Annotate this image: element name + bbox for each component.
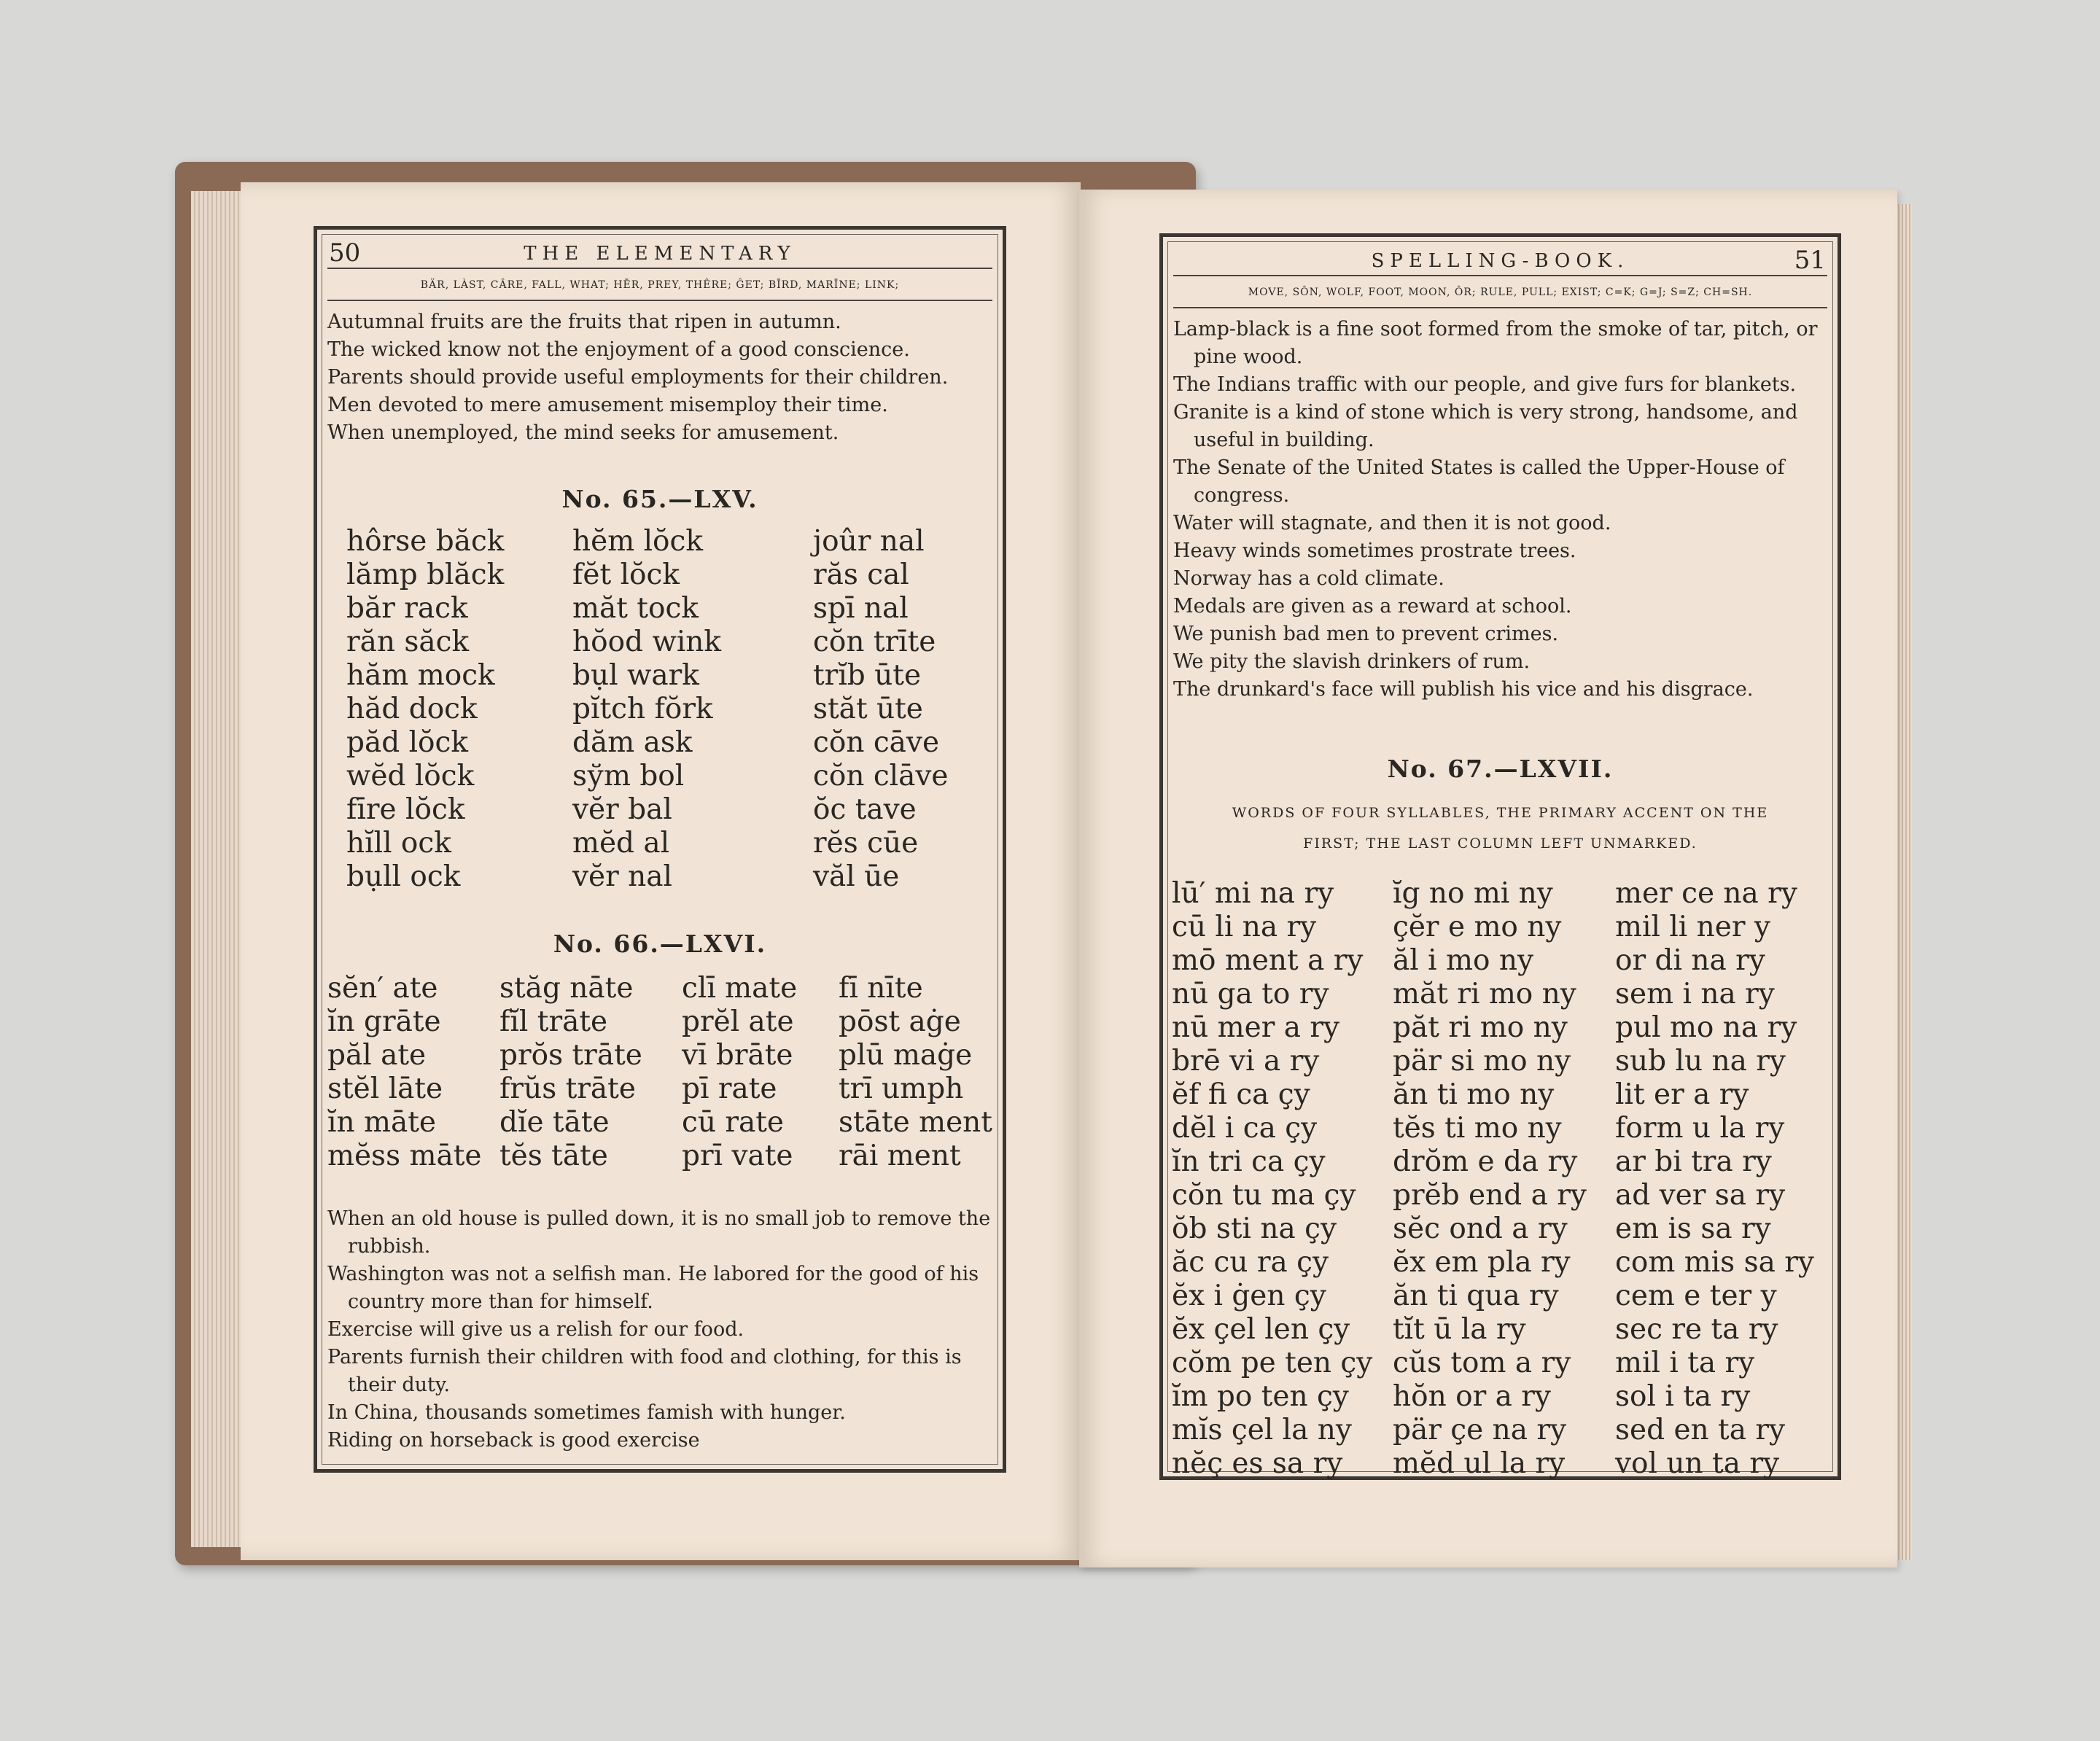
spelling-word: cŏm pe ten çy xyxy=(1172,1347,1373,1379)
spelling-word: fī nīte xyxy=(839,972,923,1005)
sentences-top xyxy=(1173,316,1830,704)
spelling-word: ĕx çel len çy xyxy=(1172,1313,1350,1346)
spelling-word: clī mate xyxy=(682,972,798,1005)
spelling-word: vī brāte xyxy=(682,1039,793,1072)
sentences-bottom xyxy=(327,1205,995,1454)
spelling-word: păt ri mo ny xyxy=(1393,1011,1568,1044)
sentence: Lamp-black is a fine soot formed from the smoke of tar, pitch, or pine wood. xyxy=(1173,318,1818,368)
sentence: Heavy winds sometimes prostrate trees. xyxy=(1173,540,1576,562)
spelling-word: vol un ta ry xyxy=(1615,1447,1780,1480)
spelling-word: prĕb end a ry xyxy=(1393,1179,1587,1212)
spelling-word: ŏb sti na çy xyxy=(1172,1212,1337,1245)
spelling-word: cŏn clāve xyxy=(813,760,949,792)
sentence: Granite is a kind of stone which is very strong, handsome, and useful in building. xyxy=(1173,401,1798,451)
spelling-word: ĕf fi ca çy xyxy=(1172,1078,1310,1111)
lesson-67-column-1 xyxy=(1172,877,1372,1481)
sentence: Water will stagnate, and then it is not good. xyxy=(1173,512,1611,534)
page-number: 51 xyxy=(1794,246,1826,275)
spelling-word: hăm mock xyxy=(346,659,495,692)
sentence: The Indians traffic with our people, and give furs for blankets. xyxy=(1173,373,1797,396)
spelling-word: sўm bol xyxy=(572,760,685,792)
sentence: The Senate of the United States is called the Upper-House of congress. xyxy=(1173,456,1785,507)
spelling-word: ĭn tri ca çy xyxy=(1172,1145,1326,1178)
spelling-word: ĭg no mi ny xyxy=(1393,877,1553,910)
spelling-word: spī nal xyxy=(813,592,909,625)
sentence: We pity the slavish drinkers of rum. xyxy=(1173,650,1531,673)
left-page-frame xyxy=(314,226,1006,1473)
spelling-word: cŏn trīte xyxy=(813,626,936,658)
lesson-65-column-2 xyxy=(572,525,721,894)
spelling-word: nū ga to ry xyxy=(1172,978,1329,1010)
lesson-65-title: No. 65.—LXV. xyxy=(561,485,758,513)
pronunciation-key: BÄR, LÀST, CÂRE, FALL, WHAT; HĒR, PREY, THÊRE; ĜET; BĪRD, MARĪNE; LINK; xyxy=(327,270,992,301)
sentence: In China, thousands sometimes famish with hunger. xyxy=(327,1401,846,1424)
page-number: 50 xyxy=(329,238,361,268)
sentence: Medals are given as a reward at school. xyxy=(1173,595,1572,618)
spelling-word: vĕr bal xyxy=(572,793,672,826)
spelling-word: dĭe tāte xyxy=(499,1106,610,1139)
spelling-word: păd lŏck xyxy=(346,726,469,759)
spelling-word: rĕs cūe xyxy=(813,827,919,860)
spelling-word: lū′ mi na ry xyxy=(1172,877,1334,910)
lesson-67-subtitle-2: FIRST; THE LAST COLUMN LEFT UNMARKED. xyxy=(1303,836,1698,852)
spelling-word: tĭt ū la ry xyxy=(1393,1313,1526,1346)
spelling-word: cŭs tom a ry xyxy=(1393,1347,1571,1379)
running-title: THE ELEMENTARY xyxy=(524,243,796,265)
right-page xyxy=(1079,190,1897,1567)
spelling-word: rāi ment xyxy=(839,1140,961,1172)
spelling-word: ăn ti qua ry xyxy=(1393,1280,1559,1312)
spelling-word: cŏn tu ma çy xyxy=(1172,1179,1356,1212)
spelling-word: ĕx i ġen çy xyxy=(1172,1280,1326,1312)
spelling-word: sol i ta ry xyxy=(1615,1380,1751,1413)
spelling-word: cū li na ry xyxy=(1172,911,1317,943)
lesson-66-title: No. 66.—LXVI. xyxy=(553,930,767,958)
sentences-top xyxy=(327,308,995,447)
spelling-word: prī vate xyxy=(682,1140,793,1172)
spelling-word: cŏn cāve xyxy=(813,726,940,759)
sentence: The wicked know not the enjoyment of a good conscience. xyxy=(327,338,910,361)
sentence: Parents furnish their children with food and clothing, for this is their duty. xyxy=(327,1346,962,1396)
spelling-word: sem i na ry xyxy=(1615,978,1775,1010)
spelling-word: mĭs çel la ny xyxy=(1172,1414,1352,1446)
spelling-word: pär çe na ry xyxy=(1393,1414,1567,1446)
spelling-word: tĕs ti mo ny xyxy=(1393,1112,1562,1145)
right-page-header xyxy=(1173,243,1827,276)
spelling-word: ăn ti mo ny xyxy=(1393,1078,1555,1111)
spelling-word: mil i ta ry xyxy=(1615,1347,1755,1379)
spelling-word: ĕx em pla ry xyxy=(1393,1246,1571,1279)
sentence: Autumnal fruits are the fruits that ripen in autumn. xyxy=(327,311,841,333)
lesson-67-subtitle-1: WORDS OF FOUR SYLLABLES, THE PRIMARY ACCENT ON THE xyxy=(1232,805,1769,821)
spelling-word: păl ate xyxy=(327,1039,427,1072)
spelling-word: em is sa ry xyxy=(1615,1212,1771,1245)
spelling-word: drŏm e da ry xyxy=(1393,1145,1578,1178)
left-page-header xyxy=(327,235,992,269)
sentence: When an old house is pulled down, it is no small job to remove the rubbish. xyxy=(327,1207,991,1258)
spelling-word: ĭm po ten çy xyxy=(1172,1380,1349,1413)
spelling-word: răs cal xyxy=(813,558,909,591)
spelling-word: hăd dock xyxy=(346,693,478,725)
spelling-word: sed en ta ry xyxy=(1615,1414,1786,1446)
spelling-word: mer ce na ry xyxy=(1615,877,1797,910)
spelling-word: pōst aġe xyxy=(839,1005,961,1038)
lesson-66-column-2 xyxy=(499,972,642,1173)
page-edges-right xyxy=(1896,204,1912,1560)
sentence: Exercise will give us a relish for our food. xyxy=(327,1318,744,1341)
spelling-word: fĭl trāte xyxy=(499,1005,608,1038)
lesson-66-column-1 xyxy=(327,972,481,1173)
spelling-word: bụll ock xyxy=(346,860,461,893)
spelling-word: wĕd lŏck xyxy=(346,760,475,792)
sentence: Norway has a cold climate. xyxy=(1173,567,1444,590)
pronunciation-key: MOVE, SÔN, WOLF, FOOT, MOON, ÔR; RULE, PULL; EXIST; C=K; G=J; S=Z; CH=SH. xyxy=(1173,278,1827,308)
lesson-66-column-4 xyxy=(839,972,992,1173)
spelling-word: stāte ment xyxy=(839,1106,992,1139)
spelling-word: nĕç es sa ry xyxy=(1172,1447,1343,1480)
spelling-word: văl ūe xyxy=(813,860,900,893)
spelling-word: sĕc ond a ry xyxy=(1393,1212,1568,1245)
spelling-word: stăt ūte xyxy=(813,693,923,725)
spelling-word: sec re ta ry xyxy=(1615,1313,1778,1346)
spelling-word: pul mo na ry xyxy=(1615,1011,1797,1044)
spelling-word: sub lu na ry xyxy=(1615,1045,1786,1078)
lesson-67-column-3 xyxy=(1615,877,1814,1481)
spelling-word: ar bi tra ry xyxy=(1615,1145,1772,1178)
spelling-word: vĕr nal xyxy=(572,860,672,893)
spelling-word: plū maġe xyxy=(839,1039,973,1072)
spelling-word: pī rate xyxy=(682,1072,777,1105)
spelling-word: ad ver sa ry xyxy=(1615,1179,1786,1212)
spelling-word: ĭn māte xyxy=(327,1106,436,1139)
spelling-word: dĕl i ca çy xyxy=(1172,1112,1318,1145)
sentence: When unemployed, the mind seeks for amusement. xyxy=(327,421,839,444)
spelling-word: sĕn′ ate xyxy=(327,972,438,1005)
spelling-word: mĕd al xyxy=(572,827,670,860)
spelling-word: pĭtch fŏrk xyxy=(572,693,713,725)
spelling-word: ăl i mo ny xyxy=(1393,944,1534,977)
spelling-word: băr rack xyxy=(346,592,468,625)
lesson-66-column-3 xyxy=(682,972,797,1173)
spelling-word: nū mer a ry xyxy=(1172,1011,1340,1044)
spelling-word: prŏs trāte xyxy=(499,1039,642,1072)
spelling-word: pär si mo ny xyxy=(1393,1045,1571,1078)
spelling-word: stăg nāte xyxy=(499,972,634,1005)
spelling-word: stĕl lāte xyxy=(327,1072,443,1105)
spelling-word: or di na ry xyxy=(1615,944,1765,977)
spelling-word: form u la ry xyxy=(1615,1112,1785,1145)
sentence: Washington was not a selfish man. He labored for the good of his country more than for himself. xyxy=(327,1263,979,1313)
spelling-word: fĕt lŏck xyxy=(572,558,680,591)
running-title: SPELLING-BOOK. xyxy=(1371,250,1630,272)
spelling-word: trī umph xyxy=(839,1072,964,1105)
sentence: Riding on horseback is good exercise xyxy=(327,1429,700,1452)
spelling-word: mĕss māte xyxy=(327,1140,482,1172)
spelling-word: com mis sa ry xyxy=(1615,1246,1814,1279)
spelling-word: brē vi a ry xyxy=(1172,1045,1320,1078)
spelling-word: prĕl ate xyxy=(682,1005,794,1038)
sentence: Parents should provide useful employments for their children. xyxy=(327,366,949,389)
spelling-word: çĕr e mo ny xyxy=(1393,911,1562,943)
spelling-word: hŏn or a ry xyxy=(1393,1380,1551,1413)
spelling-word: trĭb ūte xyxy=(813,659,922,692)
spelling-word: fīre lŏck xyxy=(346,793,465,826)
spelling-word: bụl wark xyxy=(572,659,699,692)
spelling-word: ŏc tave xyxy=(813,793,917,826)
spelling-word: ĭn grāte xyxy=(327,1005,441,1038)
spelling-word: frŭs trāte xyxy=(499,1072,636,1105)
spelling-word: cem e ter y xyxy=(1615,1280,1777,1312)
spelling-word: hŏod wink xyxy=(572,626,722,658)
lesson-67-title: No. 67.—LXVII. xyxy=(1387,755,1614,783)
lesson-65-column-1 xyxy=(346,525,504,894)
spelling-word: hĭll ock xyxy=(346,827,451,860)
spelling-word: mil li ner y xyxy=(1615,911,1770,943)
spelling-word: dăm ask xyxy=(572,726,693,759)
spelling-word: mĕd ul la ry xyxy=(1393,1447,1566,1480)
spelling-word: lămp blăck xyxy=(346,558,505,591)
lesson-65-column-3 xyxy=(813,525,949,894)
spelling-word: lit er a ry xyxy=(1615,1078,1749,1111)
sentence: Men devoted to mere amusement misemploy their time. xyxy=(327,394,888,416)
spelling-word: ăc cu ra çy xyxy=(1172,1246,1329,1279)
spelling-word: joûr nal xyxy=(813,525,925,558)
right-page-frame xyxy=(1159,233,1841,1480)
spelling-word: măt ri mo ny xyxy=(1393,978,1576,1010)
spelling-word: cū rate xyxy=(682,1106,785,1139)
spelling-word: mō ment a ry xyxy=(1172,944,1364,977)
sentence: The drunkard's face will publish his vice and his disgrace. xyxy=(1173,678,1754,701)
lesson-67-column-2 xyxy=(1393,877,1587,1481)
spelling-word: măt tock xyxy=(572,592,699,625)
spelling-word: răn săck xyxy=(346,626,470,658)
spelling-word: hĕm lŏck xyxy=(572,525,704,558)
spelling-word: tĕs tāte xyxy=(499,1140,608,1172)
spelling-word: hôrse băck xyxy=(346,525,505,558)
sentence: We punish bad men to prevent crimes. xyxy=(1173,623,1559,645)
left-page xyxy=(241,182,1081,1560)
